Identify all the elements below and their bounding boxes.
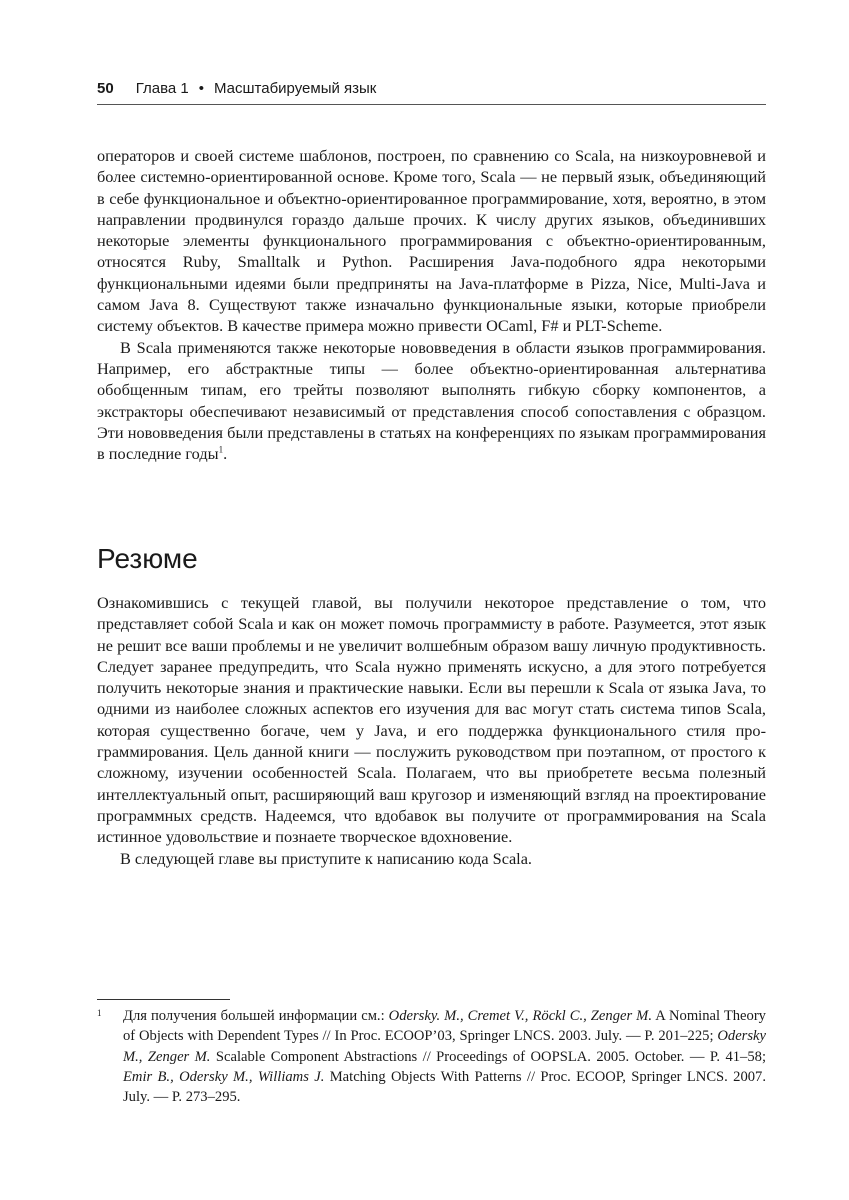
footnote-intro: Для получения большей информации см.: xyxy=(123,1008,389,1024)
intro-paragraph-2: В Scala применяются также некоторые нововведения в области языков программирования. Например, его абстрактные типы — более объектно-ориентированная альтернатива обобщенным типам, его трейты позволяют выполнять гибкую сборку компонентов, а экстракторы обеспечивают независимый от представления способ сопоставления с образцом. Эти нововведения были представлены в статьях на конференциях по языкам программирования в последние годы$^1$. xyxy=(97,337,766,464)
running-header xyxy=(97,80,766,105)
summary-paragraph-2: В следующей главе вы приступите к написанию кода Scala. xyxy=(120,848,532,868)
footnote-reference[interactable]: 1 xyxy=(218,444,224,455)
footnote-citation-2: Scalable Component Abstractions // Proceedings of OOPSLA. 2005. October. — P. 41–58; xyxy=(210,1048,766,1065)
intro-paragraph-2-text: В Scala применяются также некоторые нововведения в области языков программирования. Например, его абстрактные типы — более объектно-ориентированная альтернатива обобщенным типам, его трейты позволяют выполнять гибкую сборку компонентов, а экстракторы обеспечивают независимый от представления способ сопоставления с образцом. Эти нововведения были представлены в статьях на конференциях по языкам программирования в последние годы xyxy=(97,337,766,464)
footnote-divider xyxy=(97,999,230,1000)
chapter-label: Глава 1 xyxy=(135,80,189,97)
footnote-citation-1: A Nominal Theory of Objects with Dependent Types // In Proc. ECOOP’03, Springer LNCS. 2003. July. — P. 201–225; xyxy=(123,1008,766,1045)
header-bullet: • xyxy=(198,80,204,97)
summary-paragraph-1: Ознакомившись с текущей главой, вы получили некоторое представление о том, что представляет собой Scala и как он может помочь программисту в работе. Разумеется, этот язык не решит все ваши проблемы и не увеличит волшебным образом вашу личную продуктивность. Следует заранее предупредить, что Scala нужно применять искусно, а для этого потребуется получить некоторые знания и практические навыки. Если вы перешли к Scala от языка Java, то одними из наиболее сложных аспектов его изучения для вас могут стать система типов Scala, которая существенно богаче, чем у Java, и его поддержка функционального стиля программирования. Цель данной книги — послужить руководством при поэтапном, от простого к сложному, изучении особенностей Scala. Полагаем, что вы приобретете весьма полезный интеллектуальный опыт, расширяющий ваш кругозор и изменяющий взгляд на проектирование программных средств. Надеемся, что вдобавок вы получите от программирования на Scala истинное удовольствие и познаете творческое вдохновение. xyxy=(97,593,766,847)
footnote-authors-3: Emir B., Odersky M., Williams J. xyxy=(123,1068,325,1085)
footnote-text xyxy=(123,1006,766,1107)
intro-text-block xyxy=(97,145,766,464)
footnote-marker: 1 xyxy=(97,1008,102,1018)
footnote xyxy=(97,1006,766,1107)
footnote-authors-1: Odersky. M., Cremet V., Röckl C., Zenger M. xyxy=(388,1008,652,1024)
summary-text-block xyxy=(97,592,766,869)
page-number: 50 xyxy=(97,80,114,97)
footnote-citation-3: Matching Objects With Patterns // Proc. ECOOP, Springer LNCS. 2007. July. — P. 273–295. xyxy=(123,1068,766,1106)
footnote-authors-2: Odersky M., Zenger M. xyxy=(123,1028,766,1065)
section-title: Резюме xyxy=(97,543,198,574)
intro-paragraph-1: операторов и своей системе шаблонов, построен, по сравнению со Scala, на низкоуровневой и более системно-ориентированной основе. Кроме того, Scala — не первый язык, объединяющий в себе функциональное и объектно-ориентированное программирование, хотя, вероятно, в этом направлении продвинулся гораздо дальше прочих. К числу других языков, объединивших некоторые элементы функционального программирования с объектно-ориентированным, относятся Ruby, Smalltalk и Python. Расширения Java-подобного ядра некоторыми функциональными идеями были предприняты на Java-платформе в Pizza, Nice, Multi-Java и самом Java 8. Существуют также изначально функциональные языки, которые приобрели систему объектов. В качестве примера можно привести OCaml, F# и PLT-Scheme. xyxy=(97,146,766,336)
chapter-title: Масштабируемый язык xyxy=(213,80,377,97)
